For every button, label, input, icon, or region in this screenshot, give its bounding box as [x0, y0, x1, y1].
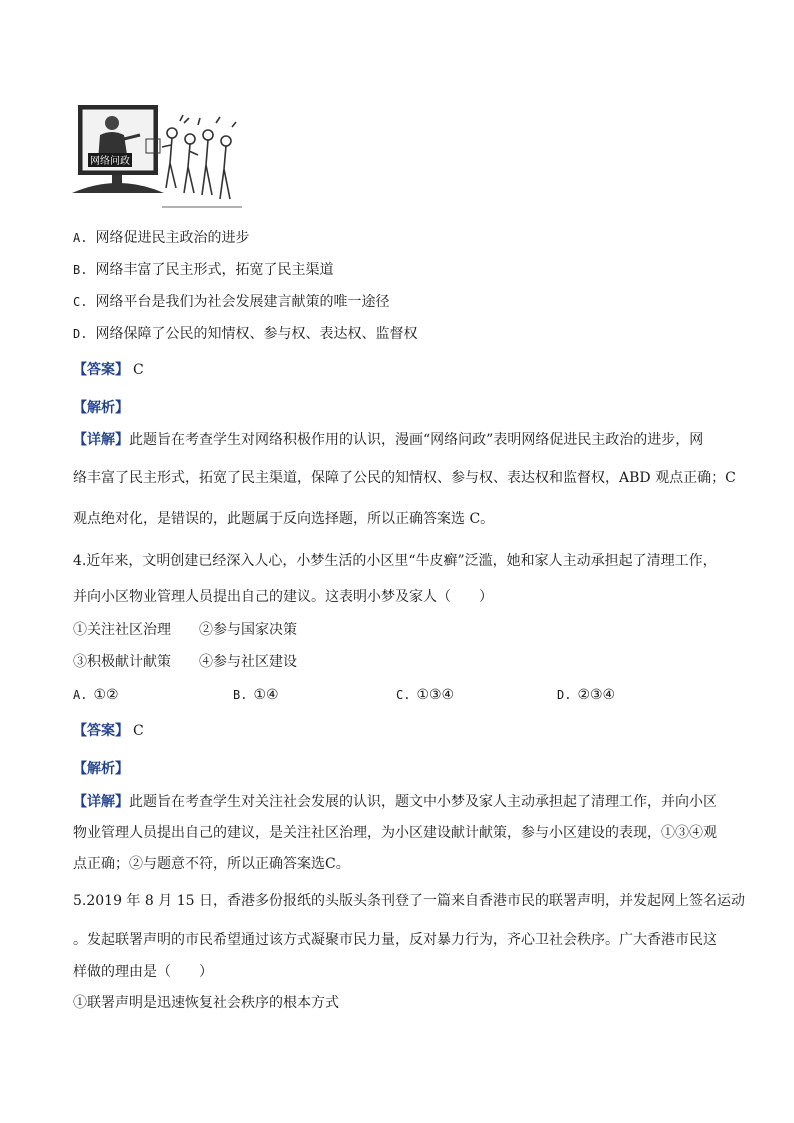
detail-text: 此题旨在考查学生对关注社会发展的认识，题文中小梦及家人主动承担起了清理工作，并向小区: [129, 794, 717, 810]
q4-choice-d: [557, 685, 615, 705]
choice-letter: D.: [557, 688, 572, 702]
q4-analysis: [73, 759, 129, 779]
answer-value: C: [133, 362, 144, 378]
choice-letter: A.: [73, 688, 88, 702]
q3-option-b: [73, 260, 333, 280]
choice-text: ①②: [93, 687, 119, 703]
q5-stem-line-2: 。发起联署声明的市民希望通过该方式凝聚市民力量，反对暴力行为，齐心卫社会秩序。广大香港市民这: [73, 932, 717, 948]
q5-stem-line-1: 5.2019 年 8 月 15 日，香港多份报纸的头版头条刊登了一篇来自香港市民的联署声明，并发起网上签名运动: [73, 893, 745, 909]
option-text: 网络丰富了民主形式，拓宽了民主渠道: [95, 262, 334, 278]
q4-answer: [73, 721, 144, 741]
choice-letter: B.: [233, 688, 248, 702]
option-letter: A.: [73, 231, 88, 245]
q4-choice-c: [396, 685, 454, 705]
choice-text: ②③④: [577, 687, 616, 703]
answer-label: 【答案】: [73, 723, 129, 739]
q5-statement-1: ①联署声明是迅速恢复社会秩序的根本方式: [73, 995, 339, 1011]
q4-statement-1: ①关注社区治理 ②参与国家决策: [73, 622, 297, 638]
q3-answer: [73, 360, 144, 380]
q3-detail-line-2: 络丰富了民主形式，拓宽了民主渠道，保障了公民的知情权、参与权、表达权和监督权，ABD 观点正确；C: [73, 470, 736, 486]
q4-statement-2: ③积极献计献策 ④参与社区建设: [73, 654, 297, 670]
choice-text: ①③④: [416, 687, 455, 703]
choice-text: ①④: [253, 687, 279, 703]
q4-detail-line-3: 点正确；②与题意不符，所以正确答案选C。: [73, 856, 350, 872]
q3-detail-line-3: 观点绝对化，是错误的，此题属于反向选择题，所以正确答案选 C。: [73, 511, 495, 527]
q5-stem-line-3: 样做的理由是（ ）: [73, 964, 213, 980]
analysis-label: 【解析】: [73, 761, 129, 777]
option-letter: B.: [73, 263, 88, 277]
answer-label: 【答案】: [73, 362, 129, 378]
option-text: 网络平台是我们为社会发展建言献策的唯一途径: [95, 294, 390, 310]
detail-text: 此题旨在考查学生对网络积极作用的认识，漫画“网络问政”表明网络促进民主政治的进步，网: [129, 432, 704, 448]
option-letter: D.: [73, 327, 88, 341]
q3-option-a: [73, 228, 249, 248]
q3-option-c: [73, 292, 389, 312]
q4-detail-line-2: 物业管理人员提出自己的建议，是关注社区治理，为小区建设献计献策，参与小区建设的表现，①③④观: [73, 825, 717, 841]
cartoon-illustration: [72, 103, 250, 215]
q4-choice-b: [233, 685, 279, 705]
choice-letter: C.: [396, 688, 411, 702]
detail-label: 【详解】: [73, 432, 129, 448]
q4-choice-a: [73, 685, 119, 705]
analysis-label: 【解析】: [73, 400, 129, 416]
q3-option-d: [73, 324, 417, 344]
q4-detail-line-1: [73, 792, 717, 812]
option-letter: C.: [73, 295, 88, 309]
answer-value: C: [133, 723, 144, 739]
cartoon-banner: 网络问政: [90, 156, 130, 167]
q4-stem-line-2: 并向小区物业管理人员提出自己的建议。这表明小梦及家人（ ）: [73, 589, 493, 605]
option-text: 网络保障了公民的知情权、参与权、表达权、监督权: [95, 326, 418, 342]
q3-analysis: [73, 398, 129, 418]
q4-stem-line-1: 4.近年来，文明创建已经深入人心，小梦生活的小区里“牛皮癣”泛滥，她和家人主动承担起了清理工作，: [73, 553, 717, 569]
detail-label: 【详解】: [73, 794, 129, 810]
option-text: 网络促进民主政治的进步: [95, 230, 250, 246]
q3-detail-line-1: [73, 430, 703, 450]
